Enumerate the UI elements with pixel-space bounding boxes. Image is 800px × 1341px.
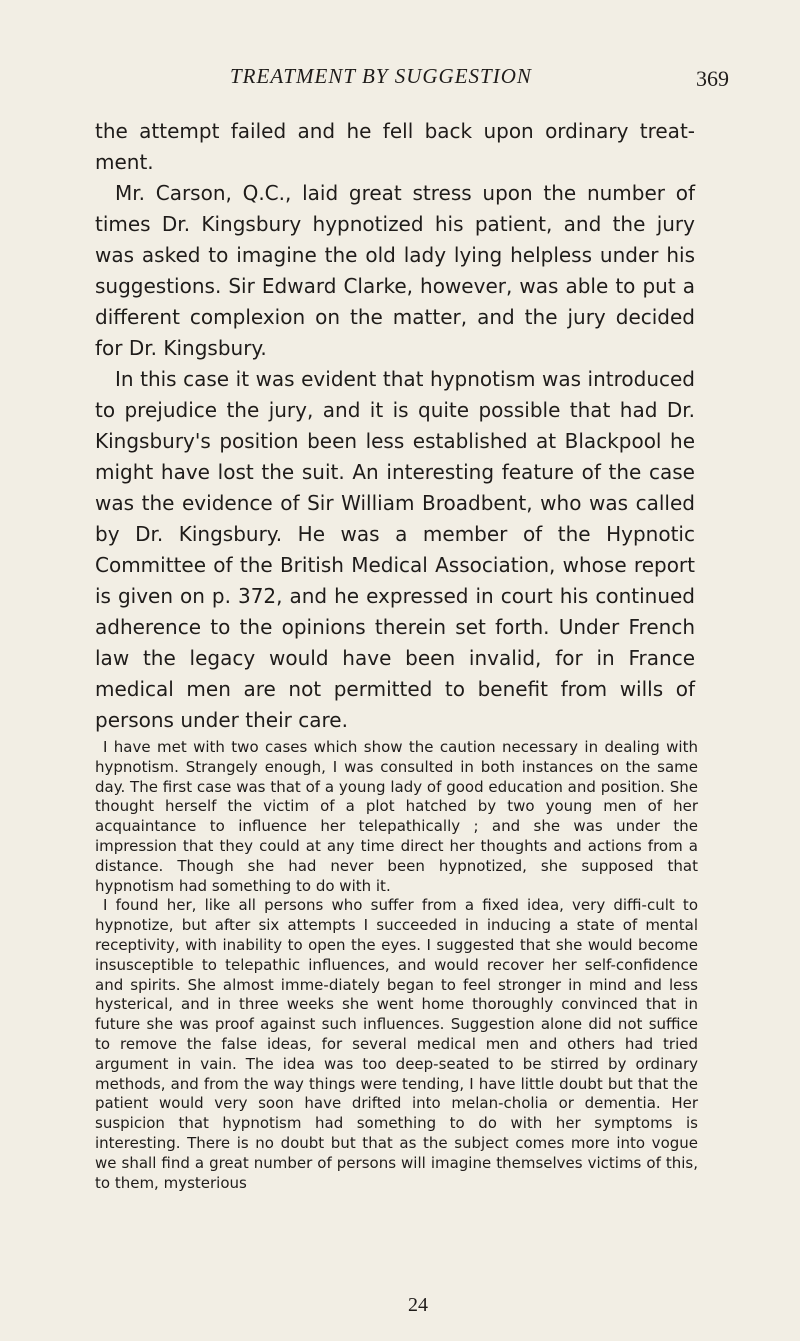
page-number: 369 bbox=[696, 66, 729, 91]
case-notes bbox=[95, 738, 698, 1193]
paragraph: the attempt failed and he fell back upon ordinary treat-ment. bbox=[95, 119, 695, 174]
paragraph: In this case it was evident that hypnotism was introduced to prejudice the jury, and it is quite possible that had Dr. Kingsbury's position been less established at Blackpool he might have lost the suit. An interesting feature of the case was the evidence of Sir William Broadbent, who was called by Dr. Kingsbury. He was a member of the Hypnotic Committee of the British Medical Association, whose report is given on p. 372, and he expressed in court his continued adherence to the opinions therein set forth. Under French law the legacy would have been invalid, for in France medical men are not permitted to benefit from wills of persons under their care. bbox=[95, 367, 695, 732]
case-paragraph: I have met with two cases which show the caution necessary in dealing with hypnotism. Strangely enough, I was consulted in both instances on the same day. The first case was that of a young lady of good education and position. She thought herself the victim of a plot hatched by two young men of her acquaintance to influence her telepathically ; and she was under the impression that they could at any time direct her thoughts and actions from a distance. Though she had never been hypnotized, she supposed that hypnotism had something to do with it. bbox=[95, 738, 698, 895]
running-title: TREATMENT BY SUGGESTION bbox=[230, 64, 532, 88]
case-paragraph: I found her, like all persons who suffer from a fixed idea, very diffi-cult to hypnotize, but after six attempts I succeeded in inducing a state of mental receptivity, with inability to open the eyes. I suggested that she would become insusceptible to telepathic influences, and would recover her self-confidence and spirits. She almost imme-diately began to feel stronger in mind and less hysterical, and in three weeks she went home thoroughly convinced that in future she was proof against such influences. Suggestion alone did not suffice to remove the false ideas, for several medical men and others had tried argument in vain. The idea was too deep-seated to be stirred by ordinary methods, and from the way things were tending, I have little doubt but that the patient would very soon have drifted into melan-cholia or dementia. Her suspicion that hypnotism had something to do with her symptoms is interesting. There is no doubt but that as the subject comes more into vogue we shall find a great number of persons will imagine themselves victims of this, to them, mysterious bbox=[95, 896, 698, 1192]
signature-mark: 24 bbox=[408, 1294, 428, 1316]
main-text bbox=[95, 116, 695, 736]
paragraph: Mr. Carson, Q.C., laid great stress upon the number of times Dr. Kingsbury hypnotized his patient, and the jury was asked to imagine the old lady lying helpless under his suggestions. Sir Edward Clarke, however, was able to put a different complexion on the matter, and the jury decided for Dr. Kingsbury. bbox=[95, 181, 695, 360]
